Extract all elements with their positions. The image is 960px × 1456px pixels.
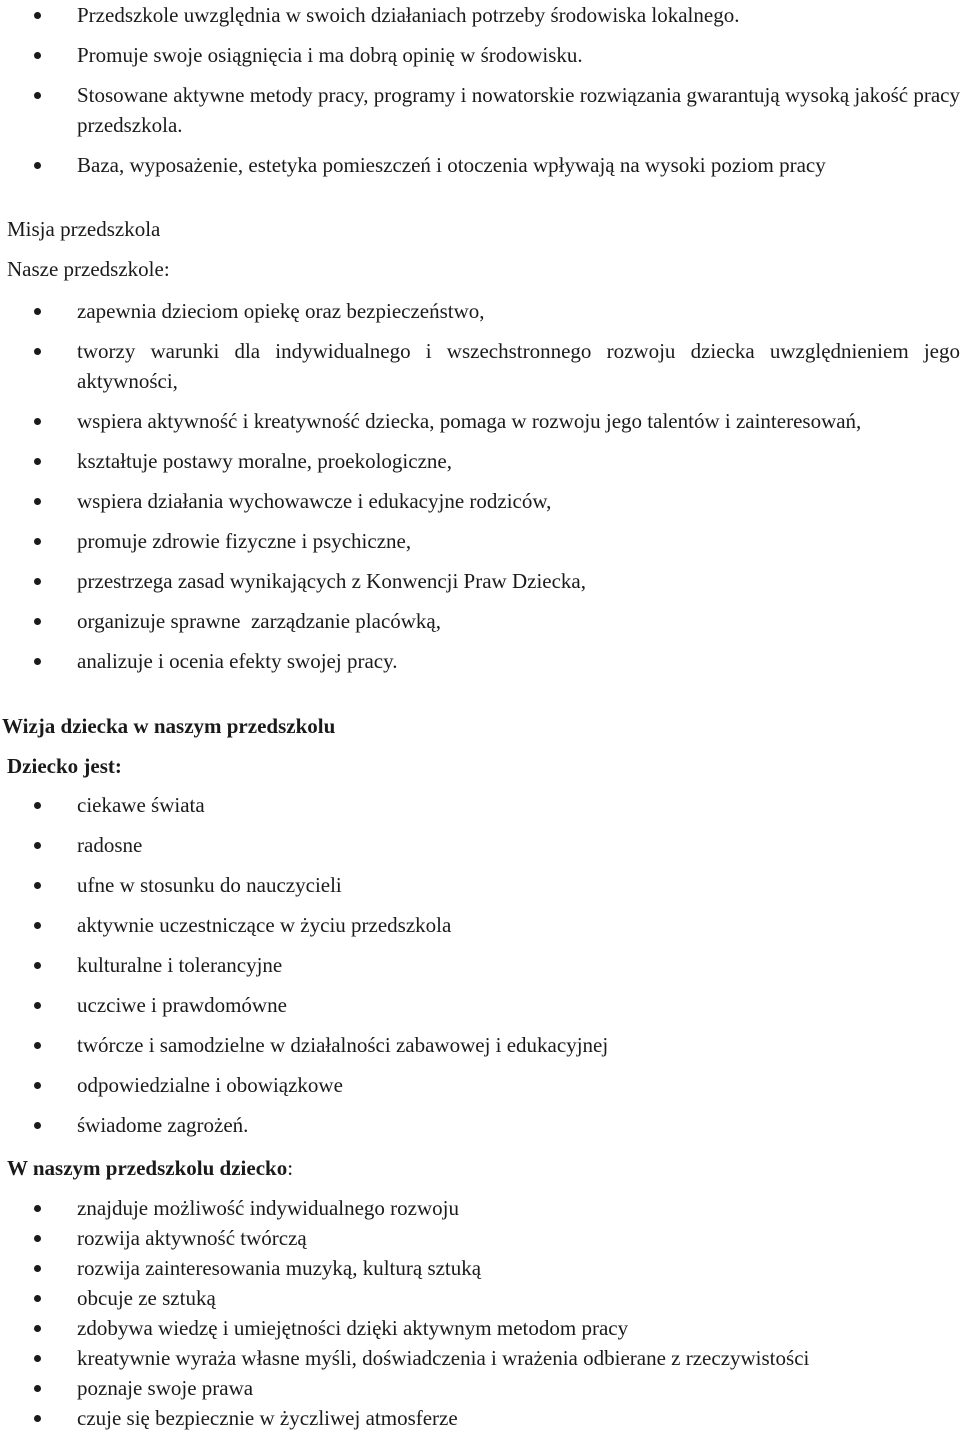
list-item xyxy=(0,1253,960,1283)
in-preschool-heading xyxy=(7,1153,293,1183)
bullet-icon xyxy=(34,1122,41,1129)
bullet-icon xyxy=(34,1082,41,1089)
bullet-icon xyxy=(34,458,41,465)
list-item xyxy=(0,566,960,596)
bullet-icon xyxy=(34,418,41,425)
list-item-text: odpowiedzialne i obowiązkowe xyxy=(77,1073,343,1097)
list-item xyxy=(0,1373,960,1403)
mission-list xyxy=(0,296,960,676)
list-item-text: organizuje sprawne zarządzanie placówką, xyxy=(77,609,442,633)
list-item-text: poznaje swoje prawa xyxy=(77,1376,254,1400)
bullet-icon xyxy=(34,1042,41,1049)
list-item-text: Promuje swoje osiągnięcia i ma dobrą opinię w środowisku. xyxy=(77,43,583,67)
bullet-icon xyxy=(34,962,41,969)
list-item xyxy=(0,646,960,676)
list-item xyxy=(0,1343,960,1373)
list-item-text: radosne xyxy=(77,833,143,857)
intro-list xyxy=(0,0,960,180)
in-preschool-heading-colon: : xyxy=(287,1156,294,1180)
list-item-text: Stosowane aktywne metody pracy, programy i nowatorskie rozwiązania gwarantują wysoką jakość pracy przedszkola. xyxy=(77,83,960,137)
list-item xyxy=(0,336,960,396)
bullet-icon xyxy=(34,658,41,665)
list-item xyxy=(0,830,960,860)
list-item xyxy=(0,296,960,326)
list-item-text: rozwija aktywność twórczą xyxy=(77,1226,307,1250)
list-item xyxy=(0,1313,960,1343)
bullet-icon xyxy=(34,1235,41,1242)
list-item xyxy=(0,870,960,900)
bullet-icon xyxy=(34,1355,41,1362)
bullet-icon xyxy=(34,802,41,809)
list-item xyxy=(0,150,960,180)
bullet-icon xyxy=(34,92,41,99)
list-item-text: przestrzega zasad wynikających z Konwencji Praw Dziecka, xyxy=(77,569,587,593)
bullet-icon xyxy=(34,162,41,169)
bullet-icon xyxy=(34,12,41,19)
list-item xyxy=(0,950,960,980)
bullet-icon xyxy=(34,52,41,59)
list-item-text: znajduje możliwość indywidualnego rozwoju xyxy=(77,1196,459,1220)
list-item-text: czuje się bezpiecznie w życzliwej atmosferze xyxy=(77,1406,458,1430)
list-item-text: twórcze i samodzielne w działalności zabawowej i edukacyjnej xyxy=(77,1033,609,1057)
in-preschool-list xyxy=(0,1193,960,1433)
bullet-icon xyxy=(34,1265,41,1272)
list-item-text: Przedszkole uwzględnia w swoich działaniach potrzeby środowiska lokalnego. xyxy=(77,3,740,27)
list-item xyxy=(0,790,960,820)
list-item-text: kulturalne i tolerancyjne xyxy=(77,953,283,977)
bullet-icon xyxy=(34,348,41,355)
in-preschool-heading-bold: W naszym przedszkolu dziecko xyxy=(7,1156,288,1180)
list-item-text: kreatywnie wyraża własne myśli, doświadczenia i wrażenia odbierane z rzeczywistości xyxy=(77,1346,810,1370)
bullet-icon xyxy=(34,538,41,545)
list-item xyxy=(0,0,960,30)
bullet-icon xyxy=(34,1325,41,1332)
list-item xyxy=(0,1110,960,1140)
mission-subheading: Nasze przedszkole: xyxy=(7,257,170,281)
list-item xyxy=(0,1223,960,1253)
list-item-text: analizuje i ocenia efekty swojej pracy. xyxy=(77,649,398,673)
list-item xyxy=(0,486,960,516)
list-item-text: aktywnie uczestniczące w życiu przedszkola xyxy=(77,913,452,937)
list-item xyxy=(0,80,960,140)
list-item xyxy=(0,1193,960,1223)
bullet-icon xyxy=(34,1205,41,1212)
mission-heading: Misja przedszkola xyxy=(7,217,161,241)
list-item-text: ciekawe świata xyxy=(77,793,205,817)
list-item xyxy=(0,1030,960,1060)
list-item-text: zapewnia dzieciom opiekę oraz bezpieczeństwo, xyxy=(77,299,485,323)
bullet-icon xyxy=(34,308,41,315)
bullet-icon xyxy=(34,1385,41,1392)
bullet-icon xyxy=(34,1295,41,1302)
list-item-text: kształtuje postawy moralne, proekologiczne, xyxy=(77,449,452,473)
list-item xyxy=(0,1070,960,1100)
list-item xyxy=(0,1403,960,1433)
list-item xyxy=(0,40,960,70)
list-item-text: tworzy warunki dla indywidualnego i wszechstronnego rozwoju dziecka uwzględnieniem jego aktywności, xyxy=(77,339,960,393)
list-item-text: wspiera działania wychowawcze i edukacyjne rodziców, xyxy=(77,489,552,513)
bullet-icon xyxy=(34,1415,41,1422)
list-item xyxy=(0,990,960,1020)
bullet-icon xyxy=(34,618,41,625)
list-item xyxy=(0,1283,960,1313)
list-item xyxy=(0,526,960,556)
list-item-text: zdobywa wiedzę i umiejętności dzięki aktywnym metodom pracy xyxy=(77,1316,629,1340)
bullet-icon xyxy=(34,578,41,585)
list-item-text: rozwija zainteresowania muzyką, kulturą sztuką xyxy=(77,1256,482,1280)
list-item-text: wspiera aktywność i kreatywność dziecka, pomaga w rozwoju jego talentów i zainteresowań, xyxy=(77,409,862,433)
vision-heading: Wizja dziecka w naszym przedszkolu xyxy=(2,714,336,738)
list-item-text: promuje zdrowie fizyczne i psychiczne, xyxy=(77,529,412,553)
bullet-icon xyxy=(34,1002,41,1009)
list-item-text: obcuje ze sztuką xyxy=(77,1286,216,1310)
bullet-icon xyxy=(34,922,41,929)
list-item-text: świadome zagrożeń. xyxy=(77,1113,249,1137)
bullet-icon xyxy=(34,842,41,849)
list-item-text: ufne w stosunku do nauczycieli xyxy=(77,873,342,897)
list-item xyxy=(0,606,960,636)
list-item xyxy=(0,910,960,940)
list-item xyxy=(0,406,960,436)
vision-subheading: Dziecko jest: xyxy=(7,754,122,778)
list-item-text: Baza, wyposażenie, estetyka pomieszczeń i otoczenia wpływają na wysoki poziom pracy xyxy=(77,153,826,177)
list-item xyxy=(0,446,960,476)
vision-list xyxy=(0,790,960,1140)
list-item-text: uczciwe i prawdomówne xyxy=(77,993,287,1017)
bullet-icon xyxy=(34,882,41,889)
bullet-icon xyxy=(34,498,41,505)
